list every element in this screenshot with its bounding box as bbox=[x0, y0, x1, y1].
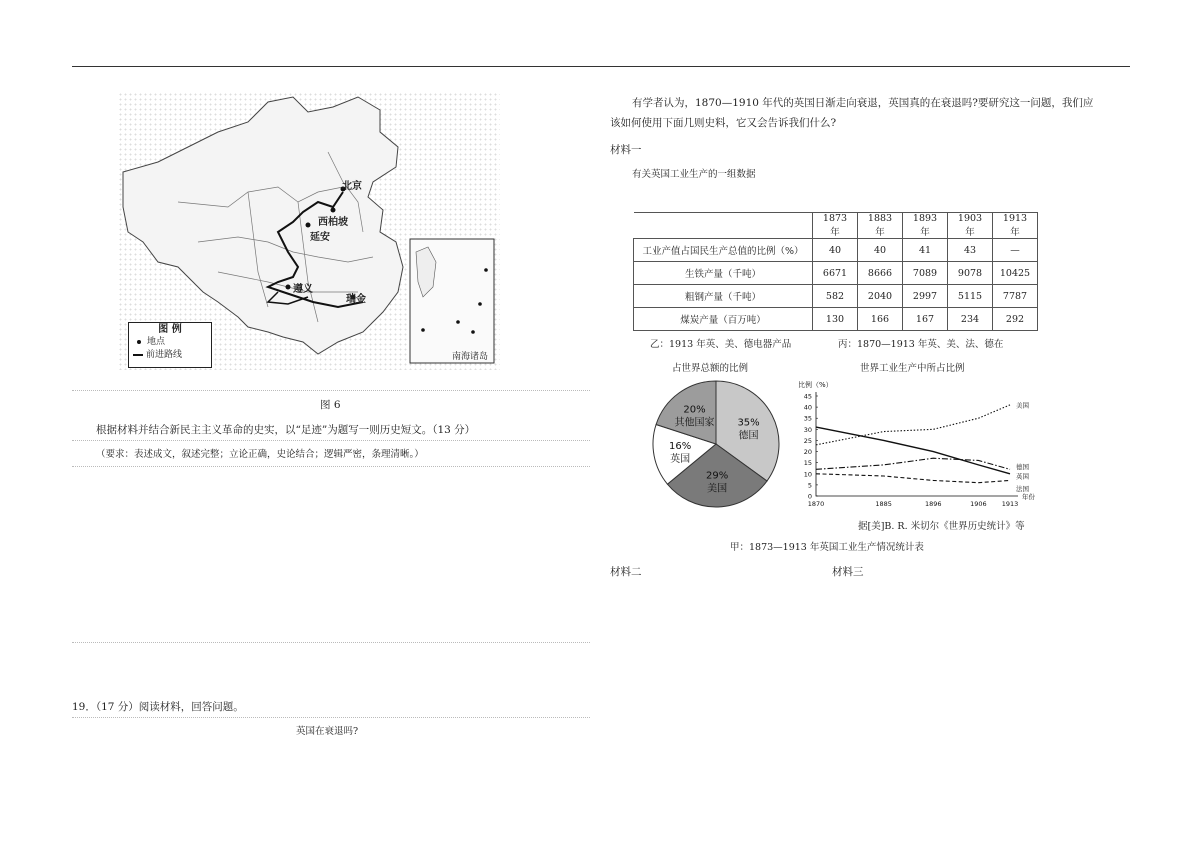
yanan-marker bbox=[306, 223, 311, 228]
legend-place: 地点 bbox=[147, 337, 166, 347]
series-label: 德国 bbox=[1016, 462, 1029, 471]
zunyi-marker bbox=[286, 285, 291, 290]
table-cell: 167 bbox=[903, 308, 948, 331]
intro-line-1: 有学者认为，1870—1910 年代的英国日渐走向衰退，英国真的在衰退吗?要研究这一问题，我们应 bbox=[632, 97, 1094, 109]
intro-line-2: 该如何使用下面几则史料，它又会告诉我们什么? bbox=[610, 117, 837, 129]
material-2-heading: 材料二 bbox=[610, 566, 642, 578]
industry-table bbox=[633, 212, 1038, 331]
pie-chart bbox=[650, 378, 782, 510]
source-note: 据[美]B. R. 米切尔《世界历史统计》等 bbox=[858, 521, 1025, 532]
top-rule bbox=[72, 66, 1130, 67]
x-axis-label: 年份 bbox=[1022, 493, 1035, 501]
table-header-cell: 1893 年 bbox=[903, 213, 948, 239]
table-cell: 292 bbox=[993, 308, 1038, 331]
question-19-title: 英国在衰退吗? bbox=[296, 726, 359, 737]
y-tick-label: 10 bbox=[803, 470, 812, 479]
pie-slice-label: 其他国家 bbox=[674, 417, 715, 429]
legend-route: 前进路线 bbox=[146, 350, 183, 360]
legend-route-arrow-icon bbox=[133, 354, 143, 356]
map-label-ruijin: 瑞金 bbox=[346, 294, 366, 305]
material-1-heading: 材料一 bbox=[610, 144, 642, 156]
table-header-cell: 1903 年 bbox=[948, 213, 993, 239]
series-line bbox=[816, 474, 1010, 483]
data-intro: 有关英国工业生产的一组数据 bbox=[632, 169, 756, 180]
divider bbox=[72, 642, 590, 643]
y-tick-label: 15 bbox=[803, 459, 812, 468]
map-label-zunyi: 遵义 bbox=[293, 284, 313, 295]
line-title-line-2: 世界工业生产中所占比例 bbox=[860, 363, 965, 374]
question-text: 根据材料并结合新民主主义革命的史实，以“足迹”为题写一则历史短文。（13 分） bbox=[96, 424, 476, 436]
map-label-nanhai: 南海诸岛 bbox=[452, 352, 489, 362]
table-cell: 5115 bbox=[948, 285, 993, 308]
table-cell: — bbox=[993, 239, 1038, 262]
y-tick-label: 30 bbox=[803, 425, 812, 434]
table-cell: 43 bbox=[948, 239, 993, 262]
requirements-text: （要求：表述成文，叙述完整；立论正确，史论结合；逻辑严密，条理清晰。） bbox=[96, 449, 424, 460]
y-axis-label: 比例（%） bbox=[798, 381, 833, 389]
table-cell: 582 bbox=[813, 285, 858, 308]
table-header-row bbox=[634, 213, 1038, 239]
table-row bbox=[634, 262, 1038, 285]
pie-title-line-2: 占世界总额的比例 bbox=[672, 363, 749, 374]
map-label-beijing: 北京 bbox=[342, 181, 362, 192]
pie-title-line-1: 乙：1913 年英、美、德电器产品 bbox=[650, 339, 792, 350]
series-label: 英国 bbox=[1016, 472, 1029, 481]
pie-slice-label: 美国 bbox=[707, 483, 728, 495]
x-tick-label: 1906 bbox=[970, 500, 987, 508]
series-label: 法国 bbox=[1016, 484, 1029, 493]
table-cell: 130 bbox=[813, 308, 858, 331]
series-line bbox=[816, 427, 1010, 474]
x-tick-label: 1913 bbox=[1001, 500, 1019, 508]
y-tick-label: 0 bbox=[807, 492, 812, 501]
pie-slice-label: 德国 bbox=[738, 430, 759, 442]
table-cell: 234 bbox=[948, 308, 993, 331]
y-tick-label: 25 bbox=[803, 436, 812, 445]
series-label: 美国 bbox=[1016, 401, 1029, 410]
table-cell: 166 bbox=[858, 308, 903, 331]
pie-slice-value: 20% bbox=[683, 404, 706, 416]
series-line bbox=[816, 405, 1010, 445]
table-cell: 6671 bbox=[813, 262, 858, 285]
divider bbox=[72, 440, 590, 441]
pie-slice-label: 英国 bbox=[670, 453, 691, 465]
table-cell: 7089 bbox=[903, 262, 948, 285]
divider bbox=[72, 466, 590, 467]
map-label-yanan: 延安 bbox=[310, 232, 330, 243]
y-tick-label: 40 bbox=[803, 403, 812, 412]
table-cell: 40 bbox=[858, 239, 903, 262]
series-line bbox=[816, 458, 1010, 469]
line-chart bbox=[792, 378, 1042, 518]
divider bbox=[72, 717, 590, 718]
legend-dot-icon bbox=[137, 340, 141, 344]
row-label: 生铁产量（千吨） bbox=[634, 262, 813, 285]
table-cell: 7787 bbox=[993, 285, 1038, 308]
pie-slice-value: 35% bbox=[737, 417, 760, 429]
table-cell: 2997 bbox=[903, 285, 948, 308]
row-label: 煤炭产量（百万吨） bbox=[634, 308, 813, 331]
divider bbox=[72, 390, 590, 391]
map-legend bbox=[128, 322, 212, 368]
table-row bbox=[634, 285, 1038, 308]
xibaipo-marker bbox=[331, 208, 336, 213]
table-cell: 9078 bbox=[948, 262, 993, 285]
table-header-cell: 1913 年 bbox=[993, 213, 1038, 239]
row-label: 工业产值占国民生产总值的比例（%） bbox=[634, 239, 813, 262]
material-3-heading: 材料三 bbox=[832, 566, 864, 578]
question-19: 19．（17 分）阅读材料，回答问题。 bbox=[72, 701, 244, 713]
axes bbox=[816, 392, 1018, 496]
table-row bbox=[634, 308, 1038, 331]
x-tick-label: 1885 bbox=[875, 500, 892, 508]
y-tick-label: 35 bbox=[803, 414, 812, 423]
row-label: 粗钢产量（千吨） bbox=[634, 285, 813, 308]
legend-title: 图 例 bbox=[158, 324, 182, 335]
table-cell: 10425 bbox=[993, 262, 1038, 285]
y-tick-label: 45 bbox=[803, 392, 812, 401]
table-header-cell: 1873 年 bbox=[813, 213, 858, 239]
map-label-xibaipo: 西柏坡 bbox=[318, 217, 348, 228]
china-map bbox=[118, 92, 500, 370]
x-tick-label: 1870 bbox=[807, 500, 825, 508]
table-cell: 41 bbox=[903, 239, 948, 262]
x-tick-label: 1896 bbox=[925, 500, 942, 508]
figure-caption: 图 6 bbox=[320, 399, 341, 411]
jia-caption: 甲：1873—1913 年英国工业生产情况统计表 bbox=[730, 542, 924, 553]
table-cell: 8666 bbox=[858, 262, 903, 285]
pie-slice-value: 16% bbox=[668, 440, 692, 452]
pie-slice-value: 29% bbox=[706, 470, 729, 482]
table-row bbox=[634, 239, 1038, 262]
table-cell: 40 bbox=[813, 239, 858, 262]
y-tick-label: 5 bbox=[807, 481, 812, 490]
table-cell: 2040 bbox=[858, 285, 903, 308]
line-title-line-1: 丙：1870—1913 年英、美、法、德在 bbox=[838, 339, 1004, 350]
y-tick-label: 20 bbox=[803, 448, 812, 457]
table-header-cell: 1883 年 bbox=[858, 213, 903, 239]
